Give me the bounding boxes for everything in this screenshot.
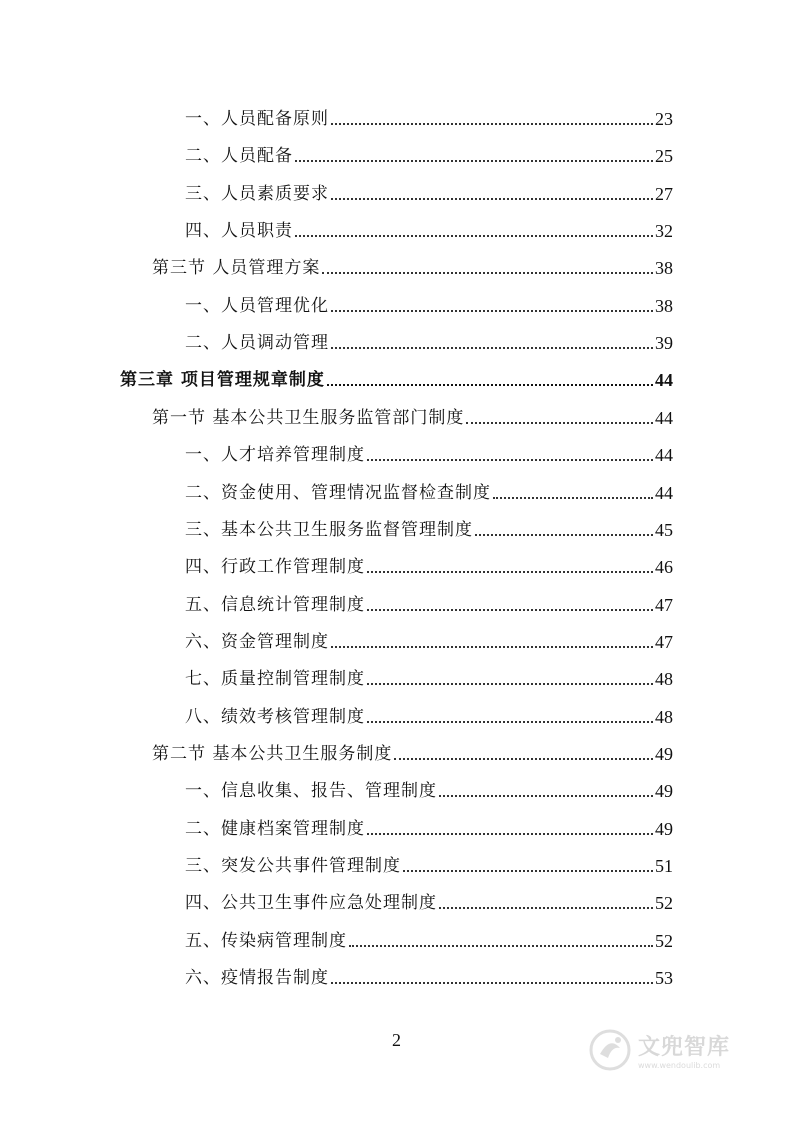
toc-entry-title: 四、人员职责 xyxy=(185,221,293,242)
dot-leader xyxy=(439,795,653,797)
toc-entry-page: 46 xyxy=(655,557,673,578)
toc-entry-title: 八、绩效考核管理制度 xyxy=(185,706,365,727)
dot-leader xyxy=(394,758,653,760)
page-number: 2 xyxy=(392,1030,401,1050)
dot-leader xyxy=(349,945,653,947)
toc-entry-title: 二、人员配备 xyxy=(185,146,293,167)
toc-entry-page: 48 xyxy=(655,669,673,690)
dot-leader xyxy=(439,907,653,909)
toc-entry-title: 二、健康档案管理制度 xyxy=(185,818,365,839)
toc-entry-page: 44 xyxy=(655,370,673,391)
toc-entry-page: 25 xyxy=(655,146,673,167)
toc-entry-page: 44 xyxy=(655,407,673,428)
toc-entry-page: 52 xyxy=(655,893,673,914)
toc-entry-page: 47 xyxy=(655,594,673,615)
dot-leader xyxy=(367,609,653,611)
toc-entry-page: 32 xyxy=(655,221,673,242)
toc-entry[interactable] xyxy=(185,810,673,840)
toc-entry-page: 44 xyxy=(655,445,673,466)
dot-leader xyxy=(367,721,653,723)
toc-entry[interactable] xyxy=(185,436,673,466)
toc-entry-page: 27 xyxy=(655,183,673,204)
toc-entry-page: 49 xyxy=(655,743,673,764)
dot-leader xyxy=(295,160,653,162)
toc-entry-title: 一、人员配备原则 xyxy=(185,109,329,129)
toc-entry-title: 七、质量控制管理制度 xyxy=(185,669,365,690)
toc-entry-page: 38 xyxy=(655,258,673,279)
toc-entry-page: 23 xyxy=(655,109,673,129)
toc-entry-page: 47 xyxy=(655,631,673,652)
watermark xyxy=(588,1022,758,1077)
toc-entry[interactable] xyxy=(152,399,673,429)
watermark-logo-icon xyxy=(588,1028,632,1072)
toc-entry-title: 三、基本公共卫生服务监督管理制度 xyxy=(185,519,473,540)
dot-leader xyxy=(466,422,653,424)
watermark-name: 文兜智库 xyxy=(638,1034,731,1060)
toc-entry-title: 一、人员管理优化 xyxy=(185,295,329,316)
toc-entry[interactable] xyxy=(185,212,673,242)
toc-entry-title: 第一节 基本公共卫生服务监管部门制度 xyxy=(152,407,465,428)
toc-entry[interactable] xyxy=(152,249,673,279)
watermark-url: www.wendoulib.com xyxy=(638,1060,721,1070)
toc-entry-title: 五、传染病管理制度 xyxy=(185,930,347,951)
dot-leader xyxy=(331,198,653,200)
toc-entry-page: 49 xyxy=(655,818,673,839)
toc-entry[interactable] xyxy=(185,324,673,354)
toc-entry-title: 三、突发公共事件管理制度 xyxy=(185,856,401,876)
toc-entry-page: 38 xyxy=(655,295,673,316)
toc-entry-title: 四、公共卫生事件应急处理制度 xyxy=(185,893,437,914)
toc-entry-page: 53 xyxy=(655,968,673,989)
toc-entry[interactable] xyxy=(185,847,673,877)
toc-entry-title: 四、行政工作管理制度 xyxy=(185,557,365,578)
toc-entry[interactable] xyxy=(185,884,673,914)
toc-entry-title: 六、疫情报告制度 xyxy=(185,968,329,989)
toc-entry[interactable] xyxy=(185,586,673,616)
toc-entry-title: 一、信息收集、报告、管理制度 xyxy=(185,781,437,802)
toc-entry-page: 44 xyxy=(655,482,673,503)
toc-entry[interactable] xyxy=(185,287,673,317)
toc-entry[interactable] xyxy=(185,548,673,578)
toc-entry-page: 51 xyxy=(655,856,673,876)
dot-leader xyxy=(493,497,653,499)
dot-leader xyxy=(403,870,653,872)
toc-entry-title: 第三章 项目管理规章制度 xyxy=(120,370,325,391)
toc-entry[interactable] xyxy=(185,698,673,728)
dot-leader xyxy=(295,235,653,237)
dot-leader xyxy=(331,123,653,125)
dot-leader xyxy=(367,571,653,573)
dot-leader xyxy=(367,459,653,461)
dot-leader xyxy=(367,833,653,835)
toc-entry-title: 第二节 基本公共卫生服务制度 xyxy=(152,743,393,764)
toc-entry-title: 三、人员素质要求 xyxy=(185,183,329,204)
toc-entry-title: 第三节 人员管理方案 xyxy=(152,258,321,279)
dot-leader xyxy=(475,534,653,536)
dot-leader xyxy=(331,310,653,312)
dot-leader xyxy=(327,384,653,386)
toc-entry-title: 五、信息统计管理制度 xyxy=(185,594,365,615)
toc-entry-title: 二、资金使用、管理情况监督检查制度 xyxy=(185,482,491,503)
toc-entry-page: 39 xyxy=(655,333,673,354)
dot-leader xyxy=(331,982,653,984)
dot-leader xyxy=(331,646,653,648)
toc-entry[interactable] xyxy=(152,735,673,765)
toc-entry[interactable] xyxy=(185,772,673,802)
toc-entry-title: 二、人员调动管理 xyxy=(185,333,329,354)
toc-entry[interactable] xyxy=(185,175,673,205)
toc-entry[interactable] xyxy=(185,623,673,653)
toc-entry[interactable] xyxy=(185,922,673,952)
toc-entry[interactable] xyxy=(185,100,673,130)
toc-entry-page: 45 xyxy=(655,519,673,540)
toc-entry[interactable] xyxy=(185,959,673,989)
toc-entry-title: 六、资金管理制度 xyxy=(185,631,329,652)
toc-entry[interactable] xyxy=(185,660,673,690)
dot-leader xyxy=(367,683,653,685)
toc-entry[interactable] xyxy=(185,474,673,504)
toc-entry-page: 49 xyxy=(655,781,673,802)
toc-entry-page: 48 xyxy=(655,706,673,727)
dot-leader xyxy=(322,272,653,274)
toc-entry-title: 一、人才培养管理制度 xyxy=(185,445,365,466)
toc-entry[interactable] xyxy=(185,137,673,167)
toc-entry[interactable] xyxy=(185,511,673,541)
toc-entry[interactable] xyxy=(120,361,673,391)
toc-entry-page: 52 xyxy=(655,930,673,951)
dot-leader xyxy=(331,347,653,349)
